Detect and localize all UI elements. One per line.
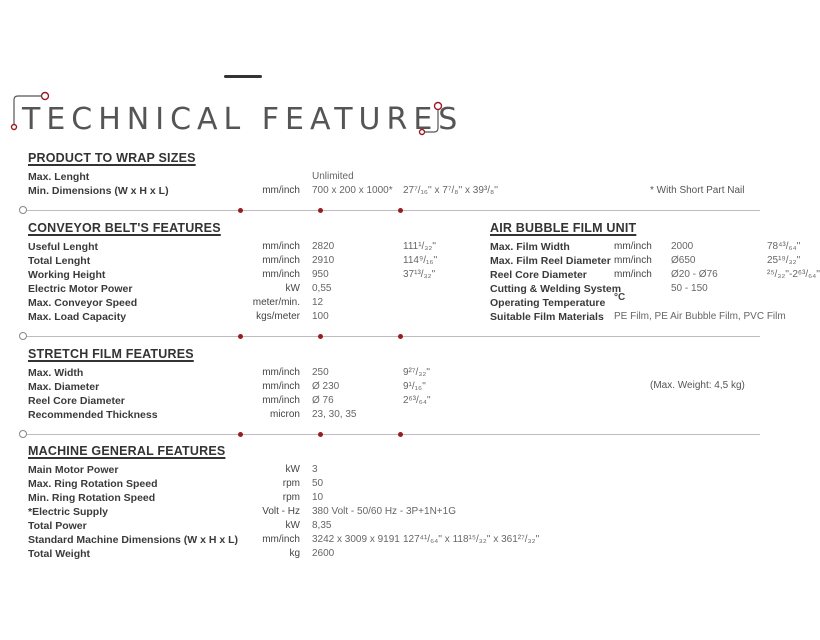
section-title-stretch: STRETCH FILM FEATURES — [28, 347, 194, 361]
machine-label: Max. Ring Rotation Speed — [28, 478, 158, 490]
stretch-value: Ø 76 — [312, 395, 334, 406]
stretch-unit: mm/inch — [262, 367, 300, 378]
bubble-label: Operating Temperature — [490, 297, 606, 309]
bubble-label: Reel Core Diameter — [490, 269, 587, 281]
bubble-unit: °C — [614, 292, 626, 303]
machine-value: 10 — [312, 492, 324, 503]
stretch-unit: mm/inch — [262, 381, 300, 392]
stretch-imperial: 9²⁷/₃₂'' — [403, 367, 431, 378]
bubble-unit: mm/inch — [614, 269, 652, 280]
conveyor-label: Max. Load Capacity — [28, 311, 127, 323]
machine-value: 380 Volt - 50/60 Hz - 3P+1N+1G — [312, 506, 456, 517]
machine-imperial: 127⁴¹/₆₄'' x 118¹⁵/₃₂'' x 361²⁷/₃₂'' — [403, 534, 540, 545]
conveyor-imperial: 111¹/₃₂'' — [403, 241, 437, 252]
conveyor-label: Max. Conveyor Speed — [28, 297, 138, 309]
conveyor-unit: meter/min. — [252, 297, 300, 308]
machine-value: 2600 — [312, 548, 335, 559]
bubble-imperial: 25¹⁹/₃₂'' — [767, 255, 801, 266]
stretch-unit: mm/inch — [262, 395, 300, 406]
bubble-value: PE Film, PE Air Bubble Film, PVC Film — [614, 311, 786, 322]
conveyor-unit: mm/inch — [262, 255, 300, 266]
bubble-value: Ø650 — [671, 255, 696, 266]
divider-2 — [22, 336, 760, 337]
conveyor-unit: kW — [285, 283, 300, 294]
machine-unit: rpm — [282, 492, 300, 503]
machine-label: Main Motor Power — [28, 464, 119, 476]
section-title-bubble: AIR BUBBLE FILM UNIT — [490, 221, 637, 235]
conveyor-label: Useful Lenght — [28, 241, 98, 253]
bubble-imperial: ²⁵/₃₂''-2⁶³/₆₄'' — [767, 269, 820, 280]
conveyor-label: Working Height — [28, 269, 106, 281]
bubble-label: Suitable Film Materials — [490, 311, 604, 323]
machine-label: Total Power — [28, 520, 87, 532]
page-title: TECHNICAL FEATURES — [22, 102, 464, 137]
wrap-label: Min. Dimensions (W x H x L) — [28, 184, 169, 197]
wrap-note: * With Short Part Nail — [650, 185, 745, 196]
conveyor-value: 950 — [312, 269, 329, 280]
machine-value: 3 — [312, 464, 318, 475]
wrap-value: Unlimited — [312, 171, 354, 182]
stretch-imperial: 2⁶³/₆₄'' — [403, 395, 431, 406]
stretch-unit: micron — [269, 409, 300, 420]
bubble-unit: mm/inch — [614, 241, 652, 252]
conveyor-value: 100 — [312, 311, 329, 322]
stretch-value: 23, 30, 35 — [312, 409, 357, 420]
section-title-wrap: PRODUCT TO WRAP SIZES — [28, 151, 196, 165]
bubble-value: 50 - 150 — [671, 283, 708, 294]
conveyor-unit: kgs/meter — [256, 311, 300, 322]
bubble-label: Max. Film Width — [490, 241, 570, 253]
top-decoration — [224, 75, 262, 78]
bubble-label: Cutting & Welding System — [490, 283, 622, 295]
stretch-label: Max. Diameter — [28, 381, 100, 393]
divider-3 — [22, 434, 760, 435]
machine-unit: rpm — [282, 478, 300, 489]
machine-unit: kW — [285, 520, 300, 531]
conveyor-unit: mm/inch — [262, 241, 300, 252]
bubble-value: 2000 — [671, 241, 694, 252]
stretch-label: Max. Width — [28, 367, 84, 379]
conveyor-imperial: 114⁹/₁₆'' — [403, 255, 438, 266]
stretch-imperial: 9¹/₁₆'' — [403, 381, 426, 392]
wrap-imperial: 27⁷/₁₆'' x 7⁷/₈'' x 39³/₈'' — [403, 184, 498, 196]
wrap-unit: mm/inch — [262, 184, 300, 196]
machine-label: Min. Ring Rotation Speed — [28, 492, 156, 504]
machine-unit: kW — [285, 464, 300, 475]
stretch-note: (Max. Weight: 4,5 kg) — [650, 380, 745, 391]
stretch-value: 250 — [312, 367, 329, 378]
stretch-label: Reel Core Diameter — [28, 395, 125, 407]
machine-unit: kg — [289, 548, 300, 559]
stretch-label: Recommended Thickness — [28, 409, 158, 421]
machine-label: *Electric Supply — [28, 506, 108, 518]
conveyor-value: 2820 — [312, 241, 335, 252]
divider-1 — [22, 210, 760, 211]
conveyor-value: 2910 — [312, 255, 335, 266]
machine-value: 3242 x 3009 x 9191 — [312, 534, 400, 545]
machine-value: 8,35 — [312, 520, 332, 531]
conveyor-label: Total Lenght — [28, 255, 91, 267]
machine-label: Standard Machine Dimensions (W x H x L) — [28, 534, 239, 546]
bubble-unit: mm/inch — [614, 255, 652, 266]
conveyor-unit: mm/inch — [262, 269, 300, 280]
section-title-conveyor: CONVEYOR BELT'S FEATURES — [28, 221, 221, 235]
conveyor-imperial: 37¹³/₃₂'' — [403, 269, 436, 280]
conveyor-label: Electric Motor Power — [28, 283, 133, 295]
machine-value: 50 — [312, 478, 324, 489]
machine-unit: Volt - Hz — [262, 506, 300, 517]
conveyor-value: 0,55 — [312, 283, 332, 294]
bubble-label: Max. Film Reel Diameter — [490, 255, 611, 267]
bubble-imperial: 78⁴³/₆₄'' — [767, 241, 801, 252]
stretch-value: Ø 230 — [312, 381, 340, 392]
machine-unit: mm/inch — [262, 534, 300, 545]
bubble-value: Ø20 - Ø76 — [671, 269, 718, 280]
conveyor-value: 12 — [312, 297, 324, 308]
section-title-machine: MACHINE GENERAL FEATURES — [28, 444, 226, 458]
wrap-label: Max. Lenght — [28, 171, 90, 183]
wrap-value: 700 x 200 x 1000* — [312, 184, 393, 196]
machine-label: Total Weight — [28, 548, 91, 560]
